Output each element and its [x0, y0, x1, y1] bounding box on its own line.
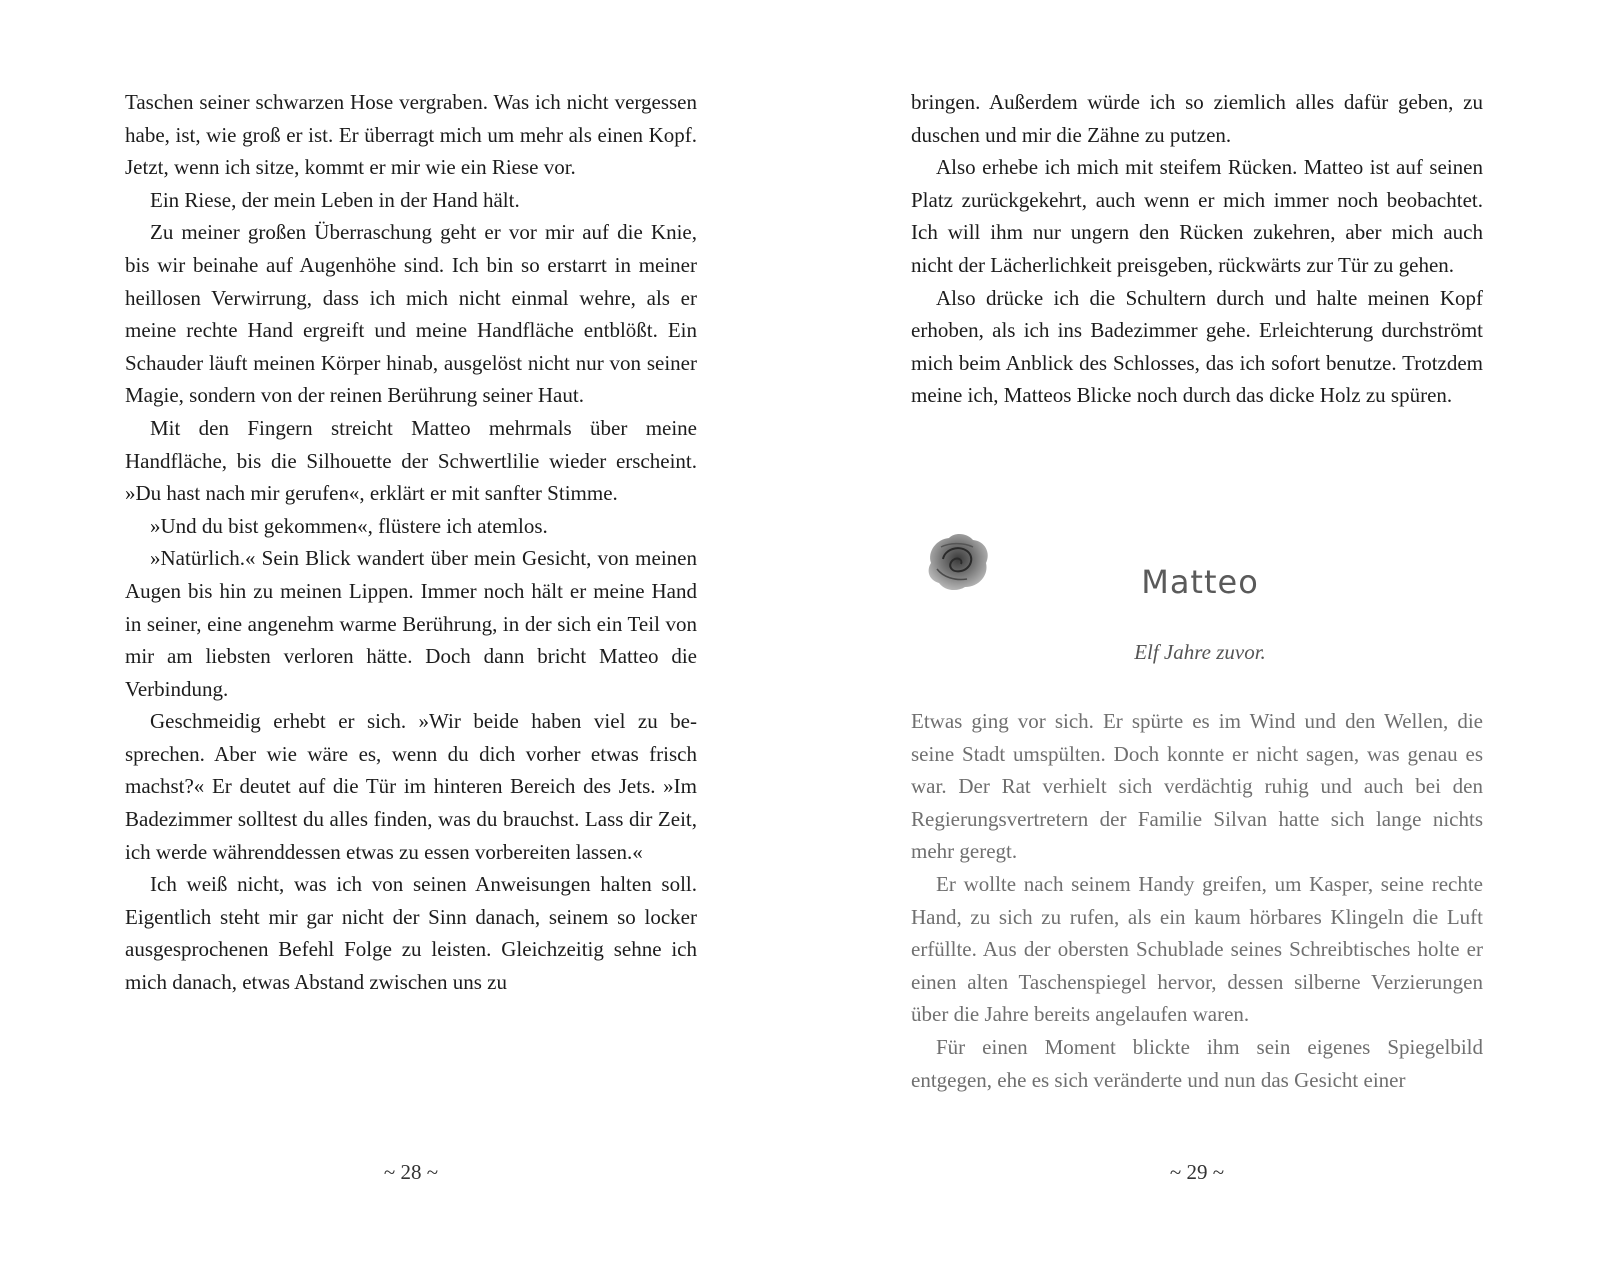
paragraph: Taschen seiner schwarzen Hose vergraben. Was ich nicht vergessen habe, ist, wie groß er ist. Er überragt mich um mehr als einen Kopf. Jetzt, wenn ich sitze, kommt er mir wie ein Riese vor. [125, 90, 697, 180]
paragraph: Für einen Moment blickte ihm sein eigenes Spiegelbild entgegen, ehe es sich veränderte und nun das Gesicht einer [911, 1034, 1483, 1092]
right-page-text-bottom [911, 705, 1483, 1096]
left-page-text [125, 86, 697, 999]
paragraph: Also erhebe ich mich mit steifem Rücken. Matteo ist auf seinen Platz zurückgekehrt, auch wenn er mich immer noch beobachtet. Ich will ihm nur ungern den Rücken zukehren, aber mich auch nicht der Lächerlichkeit preisgeben, rückwärts zur Tür zu gehen. [911, 155, 1483, 277]
right-page-text-top [911, 86, 1483, 412]
paragraph: »Natürlich.« Sein Blick wandert über mein Gesicht, von meinen Augen bis hin zu meinen Lippen. Immer noch hält er meine Hand in seiner, eine angenehm warme Berührung, in der sich ein Teil von mir am liebsten verloren hätte. Doch dann bricht Matteo die Verbindung. [125, 546, 697, 701]
paragraph: Geschmeidig erhebt er sich. »Wir beide haben viel zu besprechen. Aber wie wäre es, wenn du dich vorher etwas frisch machst?« Er deutet auf die Tür im hinteren Bereich des Jets. »Im Badezimmer solltest du alles finden, was du brauchst. Lass dir Zeit, ich werde währenddessen etwas zu essen vorbereiten lassen.« [125, 709, 697, 864]
paragraph: Zu meiner großen Überraschung geht er vor mir auf die Knie, bis wir beinahe auf Augenhöhe sind. Ich bin so erstarrt in meiner heillosen Verwirrung, dass ich mich nicht einmal wehre, als er meine rechte Hand ergreift und meine Handfläche entblößt. Ein Schauder läuft meinen Körper hinab, ausgelöst nicht nur von seiner Magie, sondern von der reinen Berührung seiner Haut. [125, 220, 697, 408]
page-number: ~ 29 ~ [1169, 1160, 1225, 1184]
paragraph: Etwas ging vor sich. Er spürte es im Wind und den Wellen, die seine Stadt umspülten. Doch konnte er nicht sagen, was genau es war. Der Rat verhielt sich verdächtig ruhig und auch bei den Regierungsvertretern der Familie Silvan hatte sich lange nichts mehr geregt. [911, 709, 1483, 864]
paragraph: Ein Riese, der mein Leben in der Hand hält. [150, 187, 520, 212]
right-page [800, 0, 1600, 1274]
paragraph: bringen. Außerdem würde ich so ziemlich alles dafür geben, zu duschen und mir die Zähne zu putzen. [911, 90, 1483, 147]
paragraph: »Und du bist gekommen«, flüstere ich atemlos. [150, 513, 548, 538]
paragraph: Also drücke ich die Schultern durch und halte meinen Kopf erhoben, als ich ins Badezimmer gehe. Erleichterung durchströmt mich beim Anblick des Schlosses, das ich sofort benutze. Trotzdem meine ich, Matteos Blicke noch durch das dicke Holz zu spüren. [911, 285, 1483, 408]
chapter-subtitle: Elf Jahre zuvor. [1134, 640, 1266, 664]
paragraph: Er wollte nach seinem Handy greifen, um Kasper, seine rechte Hand, zu sich zu rufen, als ein kaum hörbares Klingeln die Luft erfüllte. Aus der obersten Schublade seines Schreibtisches holte er einen alten Taschenspiegel hervor, dessen silberne Verzierungen über die Jahre bereits angelaufen waren. [911, 871, 1483, 1027]
paragraph: Mit den Fingern streicht Matteo mehrmals über meine Handfläche, bis die Silhouette der Schwertlilie wieder erscheint. »Du hast nach mir gerufen«, erklärt er mit sanfter Stimme. [125, 415, 697, 506]
page-number: ~ 28 ~ [383, 1160, 439, 1184]
rose-icon [923, 529, 993, 593]
chapter-title: Matteo [1141, 563, 1259, 601]
paragraph: Ich weiß nicht, was ich von seinen Anweisungen halten soll. Eigentlich steht mir gar nicht der Sinn danach, seinem so locker ausgesprochenen Befehl Folge zu leisten. Gleichzeitig sehne ich mich danach, etwas Abstand zwischen uns zu [125, 872, 697, 995]
